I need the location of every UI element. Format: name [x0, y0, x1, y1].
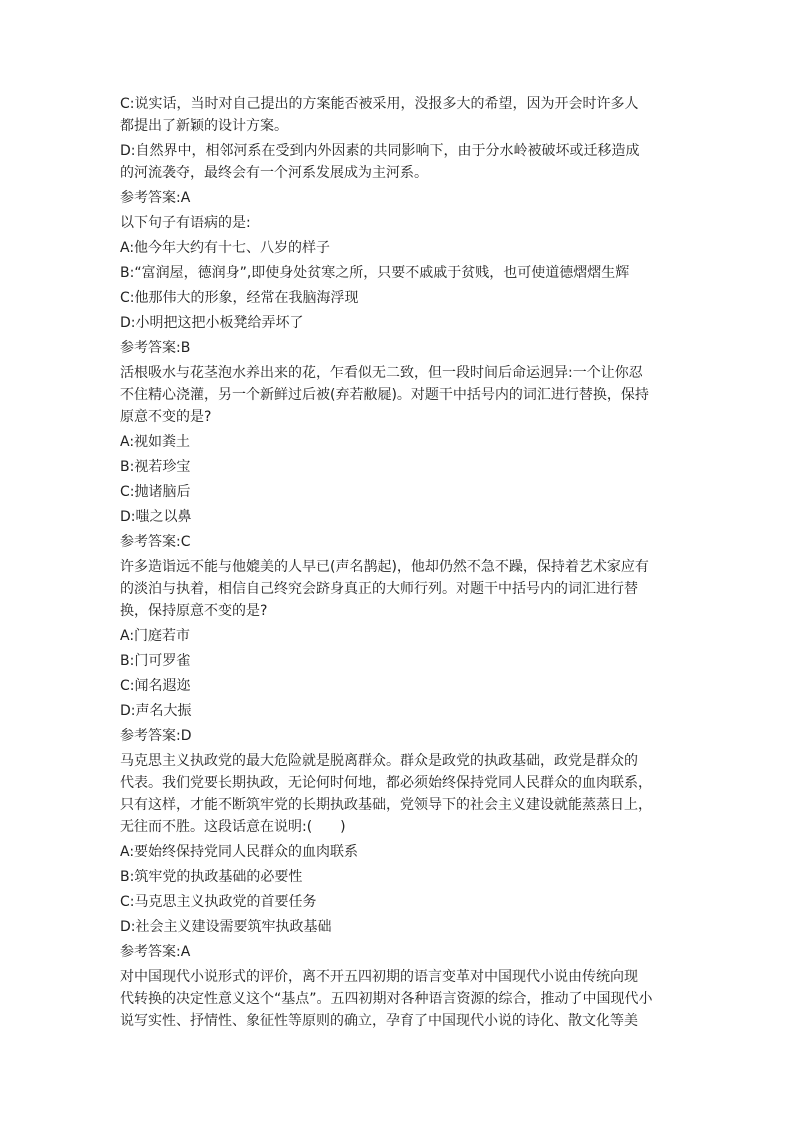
text-line: 都提出了新颖的设计方案。 [120, 118, 288, 134]
paragraph [120, 362, 680, 428]
text-line: C:闻名遐迩 [120, 678, 191, 694]
text-line: C:抛诸脑后 [120, 484, 191, 500]
paragraph [120, 556, 680, 622]
text-line: D:自然界中，相邻河系在受到内外因素的共同影响下，由于分水岭被破坏或迁移造成 [120, 143, 640, 159]
text-line: 对中国现代小说形式的评价，离不开五四初期的语言变革对中国现代小说由传统向现 [120, 969, 638, 985]
text-line: C:马克思主义执政党的首要任务 [120, 894, 317, 910]
text-line: B:筑牢党的执政基础的必要性 [120, 869, 303, 885]
text-line: 参考答案:C [120, 534, 191, 550]
paragraph [120, 866, 680, 888]
text-line: C:他那伟大的形象，经常在我脑海浮现 [120, 290, 359, 306]
text-line: 活根吸水与花茎泡水养出来的花，乍看似无二致，但一段时间后命运迥异:一个让你忍 [120, 365, 643, 381]
text-line: A:视如粪土 [120, 434, 191, 450]
paragraph [120, 312, 680, 334]
text-line: B:视若珍宝 [120, 459, 191, 475]
text-line: 不住精心浇灌，另一个新鲜过后被(弃若敝屣)。对题干中括号内的词汇进行替换，保持 [120, 387, 649, 403]
text-line: 说写实性、抒情性、象征性等原则的确立，孕育了中国现代小说的诗化、散文化等美 [120, 1013, 638, 1029]
text-line: 参考答案:A [120, 190, 191, 206]
paragraph [120, 481, 680, 503]
paragraph [120, 891, 680, 913]
text-line: B:“富润屋，德润身”,即使身处贫寒之所，只要不戚戚于贫贱，也可使道德熠熠生辉 [120, 265, 630, 281]
text-line: 参考答案:A [120, 944, 191, 960]
text-line: 只有这样，才能不断筑牢党的长期执政基础，党领导下的社会主义建设就能蒸蒸日上， [120, 797, 652, 813]
paragraph [120, 93, 680, 137]
paragraph [120, 750, 680, 838]
paragraph [120, 675, 680, 697]
text-line: 的河流袭夺，最终会有一个河系发展成为主河系。 [120, 165, 428, 181]
paragraph [120, 287, 680, 309]
text-line: 代转换的决定性意义这个“基点”。五四初期对各种语言资源的综合，推动了中国现代小 [120, 991, 653, 1007]
text-line: 马克思主义执政党的最大危险就是脱离群众。群众是政党的执政基础，政党是群众的 [120, 753, 638, 769]
text-line: A:他今年大约有十七、八岁的样子 [120, 240, 331, 256]
paragraph [120, 531, 680, 553]
paragraph [120, 187, 680, 209]
paragraph [120, 212, 680, 234]
paragraph [120, 916, 680, 938]
text-line: D:社会主义建设需要筑牢执政基础 [120, 919, 332, 935]
paragraph [120, 456, 680, 478]
paragraph [120, 941, 680, 963]
text-line: 以下句子有语病的是: [120, 215, 251, 231]
paragraph [120, 625, 680, 647]
paragraph [120, 337, 680, 359]
text-line: 无往而不胜。这段话意在说明:( ) [120, 819, 346, 835]
text-line: 原意不变的是? [120, 409, 212, 425]
paragraph [120, 966, 680, 1032]
text-line: D:嗤之以鼻 [120, 509, 192, 525]
paragraph [120, 506, 680, 528]
paragraph [120, 841, 680, 863]
paragraph [120, 725, 680, 747]
text-line: D:小明把这把小板凳给弄坏了 [120, 315, 304, 331]
text-line: 代表。我们党要长期执政，无论何时何地，都必须始终保持党同人民群众的血肉联系， [120, 775, 652, 791]
text-line: 参考答案:B [120, 340, 191, 356]
paragraph [120, 140, 680, 184]
text-line: D:声名大振 [120, 703, 192, 719]
paragraph [120, 262, 680, 284]
text-line: 换，保持原意不变的是? [120, 603, 268, 619]
paragraph [120, 700, 680, 722]
paragraph [120, 650, 680, 672]
text-line: A:门庭若市 [120, 628, 191, 644]
text-line: 许多造诣远不能与他媲美的人早已(声名鹊起)，他却仍然不急不躁，保持着艺术家应有 [120, 559, 649, 575]
text-line: 的淡泊与执着，相信自己终究会跻身真正的大师行列。对题干中括号内的词汇进行替 [120, 581, 638, 597]
text-line: A:要始终保持党同人民群众的血肉联系 [120, 844, 359, 860]
text-line: C:说实话，当时对自己提出的方案能否被采用，没报多大的希望，因为开会时许多人 [120, 96, 639, 112]
text-line: 参考答案:D [120, 728, 192, 744]
text-line: B:门可罗雀 [120, 653, 191, 669]
paragraph [120, 431, 680, 453]
paragraph [120, 237, 680, 259]
document-body [120, 93, 680, 1035]
